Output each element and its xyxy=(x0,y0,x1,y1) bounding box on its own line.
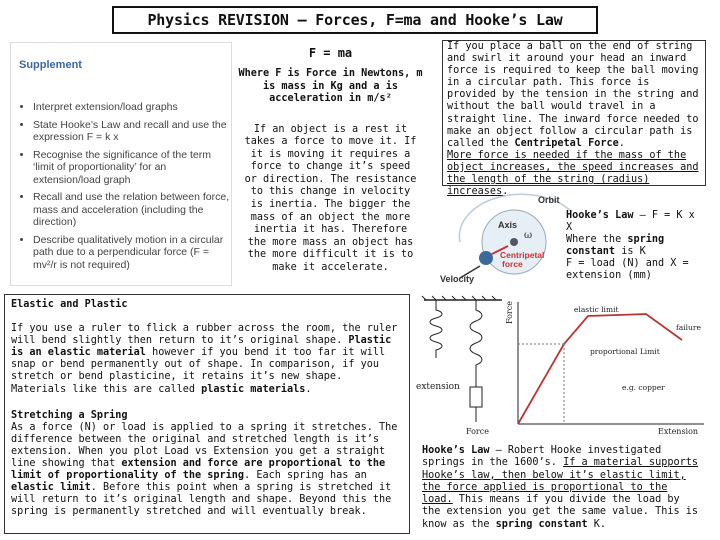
hookes-formula-heading: Hooke’s Law xyxy=(566,210,634,221)
orbit-label: Orbit xyxy=(538,195,560,205)
centripetal-term: Centripetal Force xyxy=(514,137,619,149)
list-item: • Recall and use the relation between force, mass and acceleration (including the direction) xyxy=(33,191,233,229)
list-item: • Describe qualitatively motion in a circular path due to a perpendicular force (F = mv²/r is not required) xyxy=(33,234,233,272)
extension-label: extension xyxy=(416,382,460,392)
supplement-panel xyxy=(10,42,232,286)
hookes-law-heading: Hooke’s Law xyxy=(422,445,490,456)
spring-heading: Stretching a Spring xyxy=(11,409,128,421)
spring-loaded xyxy=(470,300,482,389)
force-label: force xyxy=(502,259,523,269)
fma-definition: Where F is Force in Newtons, m is mass in Kg and a is acceleration in m/s² xyxy=(238,68,423,104)
velocity-label: Velocity xyxy=(440,274,475,284)
page-title: Physics REVISION – Forces, F=ma and Hooke’s Law xyxy=(112,6,598,34)
list-item: • State Hooke’s Law and recall and use the expression F = k x xyxy=(33,119,233,144)
graph-y-label: Force xyxy=(505,301,514,324)
spring-paragraph: As a force (N) or load is applied to a spring it stretches. The difference between the original and stretched length is it’s extension. When you plot Load vs Extension you get a straight line showing that extension and force are proportional to the limit of proportionality of the spring. Each spring has an elastic limit. Before this point when a spring is stretched it will return to it’s original length and shape. Beyond this the spring is permanently stretched and will eventually break. xyxy=(11,421,398,518)
orbit-diagram xyxy=(440,192,572,284)
supplement-heading: Supplement xyxy=(19,59,82,71)
proportional-limit-label: proportional Limit xyxy=(590,347,660,356)
omega-label: ω xyxy=(524,230,533,241)
circular-factors: More force is needed if the mass of the object increases, the speed increases and the length of the string (radius) increases. xyxy=(447,149,699,198)
ball xyxy=(479,251,493,265)
elastic-paragraph: If you use a ruler to flick a rubber across the room, the ruler will bend slightly then return to it’s original shape. Plastic is an elastic material however if you bend it too far it will snap or bend permanently out of shape. In comparison, if you stretch or bend plasticine, it retains it’s new shape. Materials like this are called plastic materials. xyxy=(11,323,398,395)
axis-label: Axis xyxy=(498,220,518,230)
spring-graph-diagram xyxy=(414,294,714,439)
fma-heading: F = ma xyxy=(308,46,353,60)
list-item: • Interpret extension/load graphs xyxy=(33,101,233,114)
mass-block xyxy=(470,387,482,407)
hookes-formula: Hooke’s Law – F = K x X Where the spring constant is K F = load (N) and X = extension (mm) xyxy=(566,210,695,281)
centripetal-label: Centripetal xyxy=(500,250,545,260)
elastic-heading: Elastic and Plastic xyxy=(11,299,128,310)
circular-text: If you place a ball on the end of string and swirl it around your head an inward force is required to keep the ball moving in a circular path. This force is provided by the tension in the string and without the ball would travel in a straight line. The inward force needed to make an object follow a circular path is called the xyxy=(447,41,699,149)
elastic-limit-label: elastic limit xyxy=(574,305,619,314)
failure-label: failure xyxy=(676,323,701,332)
elastic-plastic-panel xyxy=(4,294,410,534)
stress-strain-curve xyxy=(518,314,682,424)
supplement-list xyxy=(11,101,233,276)
force-label: Force xyxy=(466,427,489,436)
circular-motion-panel: If you place a ball on the end of string and swirl it around your head an inward force is required to keep the ball moving in a circular path. This force is provided by the tension in the string and without the ball would travel in a straight line. The inward force needed to make an object follow a circular path is called the Centripetal Force. More force is needed if the mass of the object increases, the speed increases and the length of the string (radius) increases. xyxy=(442,40,706,186)
graph-x-label: Extension xyxy=(658,427,699,436)
axis-point xyxy=(510,238,518,246)
fma-panel xyxy=(238,42,423,286)
fma-body: If an object is a rest it takes a force to move it. If it is moving it requires a force to change it’s speed or direction. The resistance to this change in velocity is inertia. The bigger the mass of an object the more inertia it has. Therefore the more mass an object has the more difficult it is to make it accelerate. xyxy=(244,123,417,274)
hookes-law-panel: Hooke’s Law – Robert Hooke investigated springs in the 1600’s. If a material supports Hooke’s law, then below it’s elastic limit, the force applied is proportional to the load. This means if you divide the load by the extension you get the same value. This is know as the spring constant K. xyxy=(422,445,699,530)
list-item: • Recognise the significance of the term ‘limit of proportionality’ for an extension/load graph xyxy=(33,149,233,187)
spring-unloaded xyxy=(430,300,442,358)
material-label: e.g. copper xyxy=(622,383,665,392)
